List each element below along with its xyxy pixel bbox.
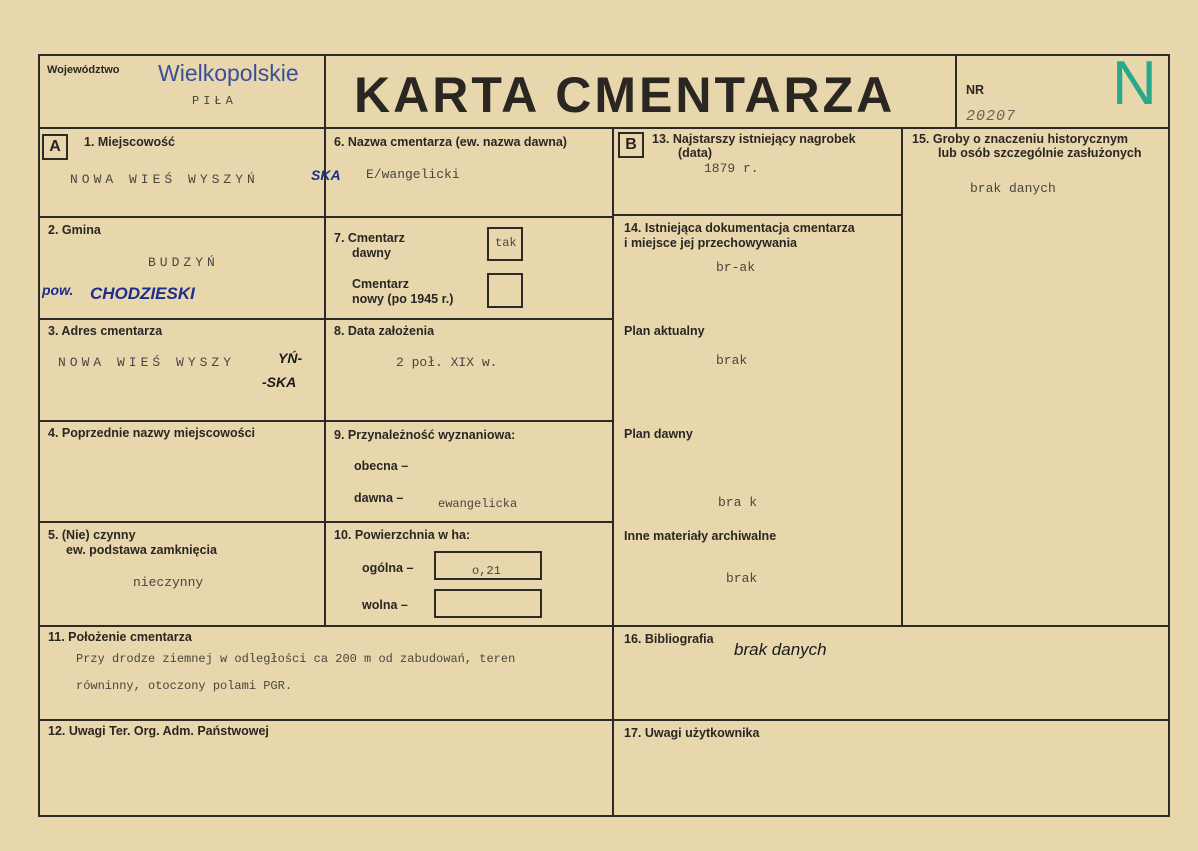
plan-dawny-label: Plan dawny: [624, 427, 693, 441]
f1-value: NOWA WIEŚ WYSZYŃ: [70, 172, 259, 187]
col-divider-1: [324, 127, 326, 625]
plan-aktualny-value: brak: [716, 353, 748, 368]
f8-value: 2 poł. XIX w.: [396, 355, 498, 370]
f16-hand: brak danych: [734, 640, 827, 659]
f3-value: NOWA WIEŚ WYSZY: [58, 355, 236, 370]
row-divider-2: [38, 318, 614, 320]
f4-label: 4. Poprzednie nazwy miejscowości: [48, 426, 256, 440]
f6-label: 6. Nazwa cmentarza (ew. nazwa dawna): [334, 135, 567, 149]
section-b-badge: B: [618, 132, 644, 158]
header-divider: [38, 127, 1170, 129]
col-divider-3: [901, 127, 903, 625]
col-divider-2: [612, 127, 614, 817]
wojewodztwo-stamp: Wielkopolskie: [158, 60, 299, 86]
f10-ogolna: ogólna –: [362, 561, 414, 575]
f1-hand: SKA: [311, 167, 341, 183]
f5-value: nieczynny: [133, 575, 204, 590]
f10-label: 10. Powierzchnia w ha:: [334, 528, 471, 542]
f9-obecna: obecna –: [354, 459, 409, 473]
f3-hand-2: -SKA: [262, 374, 297, 390]
f9-dawna: dawna –: [354, 491, 404, 505]
subregion-stamp: PIŁA: [192, 94, 237, 108]
nr-label: NR: [966, 83, 985, 97]
f1-label: 1. Miejscowość: [84, 135, 176, 149]
f16-label: 16. Bibliografia: [624, 632, 714, 646]
f14-label-1: 14. Istniejąca dokumentacja cmentarza: [624, 221, 855, 235]
f2-label: 2. Gmina: [48, 223, 101, 237]
f10-ogolna-box[interactable]: [434, 551, 542, 580]
page-title: KARTA CMENTARZA: [354, 67, 896, 123]
f3-label: 3. Adres cmentarza: [48, 324, 163, 338]
f13-label-2: (data): [678, 146, 713, 160]
f3-hand-1: YŃ-: [278, 350, 303, 366]
f7-label: 7. Cmentarz: [334, 231, 405, 245]
f9-dawna-value: ewangelicka: [438, 497, 518, 511]
f7-checkbox-nowy[interactable]: [487, 273, 523, 308]
row-divider-1: [38, 216, 614, 218]
f14-label-2: i miejsce jej przechowywania: [624, 236, 797, 250]
f2-hand: CHODZIESKI: [90, 284, 195, 303]
plan-aktualny-label: Plan aktualny: [624, 324, 705, 338]
f10-ogolna-value: o,21: [472, 564, 501, 578]
wojewodztwo-label: Województwo: [47, 64, 120, 76]
f13-label-1: 13. Najstarszy istniejący nagrobek: [652, 132, 856, 146]
f15-label-2: lub osób szczególnie zasłużonych: [938, 146, 1142, 160]
letter-mark: N: [1112, 49, 1157, 118]
header-divider-right: [955, 54, 957, 127]
row-divider-6: [38, 719, 1170, 721]
f7-label-2: Cmentarz: [352, 277, 409, 291]
f15-value: brak danych: [970, 181, 1056, 196]
nr-value: 20207: [966, 108, 1017, 125]
section-a-badge: A: [42, 134, 68, 160]
f14-value: br-ak: [716, 260, 756, 275]
f6-value: E/wangelicki: [366, 167, 460, 182]
f7-sub-1: dawny: [352, 246, 391, 260]
f2-value: BUDZYŃ: [148, 255, 219, 270]
f15-label-1: 15. Groby o znaczeniu historycznym: [912, 132, 1129, 146]
f10-wolna: wolna –: [362, 598, 408, 612]
f11-line-2: równinny, otoczony polami PGR.: [76, 679, 293, 693]
f8-label: 8. Data założenia: [334, 324, 435, 338]
f2-hand-prefix: pow.: [42, 282, 74, 298]
f13-value: 1879 r.: [704, 161, 759, 176]
f12-label: 12. Uwagi Ter. Org. Adm. Państwowej: [48, 724, 269, 738]
plan-dawny-value: bra k: [718, 495, 758, 510]
f10-wolna-box[interactable]: [434, 589, 542, 618]
f11-label: 11. Położenie cmentarza: [48, 630, 192, 644]
row-divider-b: [612, 214, 902, 216]
f5-label-2: ew. podstawa zamknięcia: [66, 543, 217, 557]
f5-label-1: 5. (Nie) czynny: [48, 528, 136, 542]
f7-checkbox-dawny[interactable]: [487, 227, 523, 261]
inne-materialy-label: Inne materiały archiwalne: [624, 529, 777, 543]
header-divider-left: [324, 54, 326, 127]
f17-label: 17. Uwagi użytkownika: [624, 726, 760, 740]
row-divider-3: [38, 420, 614, 422]
inne-materialy-value: brak: [726, 571, 758, 586]
f7-sub-2: nowy (po 1945 r.): [352, 292, 454, 306]
f7-box1-value: tak: [495, 236, 517, 250]
row-divider-5: [38, 625, 1170, 627]
row-divider-4: [38, 521, 614, 523]
f11-line-1: Przy drodze ziemnej w odległości ca 200 m od zabudowań, teren: [76, 652, 516, 666]
f9-label: 9. Przynależność wyznaniowa:: [334, 428, 516, 442]
